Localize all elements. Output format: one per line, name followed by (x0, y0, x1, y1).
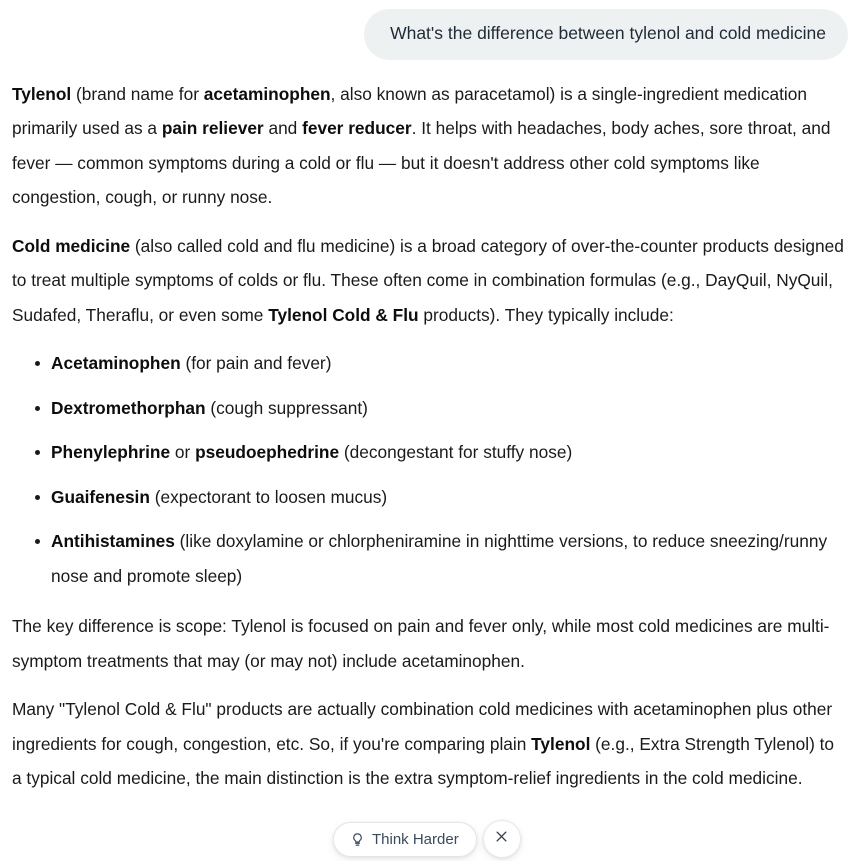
paragraph-combination-products (12, 692, 844, 796)
p2-text-1: (also called cold and flu medicine) is a broad category of over-the-counter products designed to treat multiple symptoms of colds or flu. These often come in combination formulas (e.g., DayQuil, NyQuil, Sudafed, Theraflu, or even some (12, 235, 844, 325)
p1-text-2: , also known as paracetamol) is a single-ingredient medication primarily used as a (12, 83, 807, 139)
user-message-bubble[interactable]: What's the difference between tylenol and cold medicine (364, 9, 848, 60)
paragraph-tylenol-definition (12, 77, 844, 215)
term-tylenol-cold-flu: Tylenol Cold & Flu (268, 304, 419, 325)
list-item-term: Antihistamines (51, 531, 175, 552)
bullet-icon (35, 361, 40, 366)
p1-text-4: . It helps with headaches, body aches, sore throat, and fever — common symptoms during a cold or flu — but it doesn't address other cold symptoms like congestion, cough, or runny nose. (12, 118, 831, 208)
list-item-description: (like doxylamine or chlorpheniramine in nighttime versions, to reduce sneezing/runny nose and promote sleep) (51, 531, 828, 586)
close-button[interactable] (483, 820, 521, 858)
list-item-description: (decongestant for stuffy nose) (339, 442, 573, 463)
assistant-response (0, 60, 848, 796)
list-item-description: (for pain and fever) (180, 353, 332, 374)
term-pain-reliever: pain reliever (161, 118, 264, 139)
p1-text-3: and (263, 118, 303, 139)
think-harder-button[interactable] (333, 822, 477, 857)
paragraph-key-difference: The key difference is scope: Tylenol is focused on pain and fever only, while most cold medicines are multi-symptom treatments that may (or may not) include acetaminophen. (12, 616, 830, 671)
p4-text-2: (e.g., Extra Strength Tylenol) to a typical cold medicine, the main distinction is the extra symptom-relief ingredients in the cold medicine. (12, 733, 835, 789)
term-acetaminophen: acetaminophen (203, 83, 331, 104)
bullet-icon (35, 495, 40, 500)
list-item-conjunction: or (170, 442, 196, 463)
close-icon (494, 829, 509, 849)
list-item-term: Acetaminophen (51, 353, 181, 374)
bullet-icon (35, 406, 40, 411)
list-item-description: (expectorant to loosen mucus) (149, 486, 388, 507)
lightbulb-icon (349, 831, 365, 847)
term-fever-reducer: fever reducer (302, 118, 412, 139)
p4-text-1: Many "Tylenol Cold & Flu" products are actually combination cold medicines with acetaminophen plus other ingredients for cough, congestion, etc. So, if you're comparing plain (12, 699, 833, 754)
list-item-term: Dextromethorphan (51, 397, 206, 418)
p1-text-1: (brand name for (71, 83, 204, 104)
term-tylenol: Tylenol (12, 83, 72, 104)
list-item-term: Phenylephrine (51, 442, 171, 463)
user-message-row (0, 0, 848, 60)
list-item-term: Guaifenesin (51, 486, 150, 507)
list-item (12, 391, 844, 426)
list-item (12, 480, 844, 515)
list-item (12, 435, 844, 470)
list-item (12, 524, 844, 593)
list-item-description: (cough suppressant) (205, 397, 368, 418)
p2-text-2: products). They typically include: (418, 304, 674, 325)
think-harder-overlay (333, 820, 521, 858)
paragraph-cold-medicine-definition (12, 229, 844, 333)
list-item (12, 346, 844, 381)
ingredient-list (12, 346, 844, 593)
bullet-icon (35, 539, 40, 544)
think-harder-label: Think Harder (372, 830, 459, 848)
list-item-term-alt: pseudoephedrine (195, 442, 340, 463)
term-plain-tylenol: Tylenol (531, 733, 591, 754)
bullet-icon (35, 450, 40, 455)
term-cold-medicine: Cold medicine (12, 235, 131, 256)
